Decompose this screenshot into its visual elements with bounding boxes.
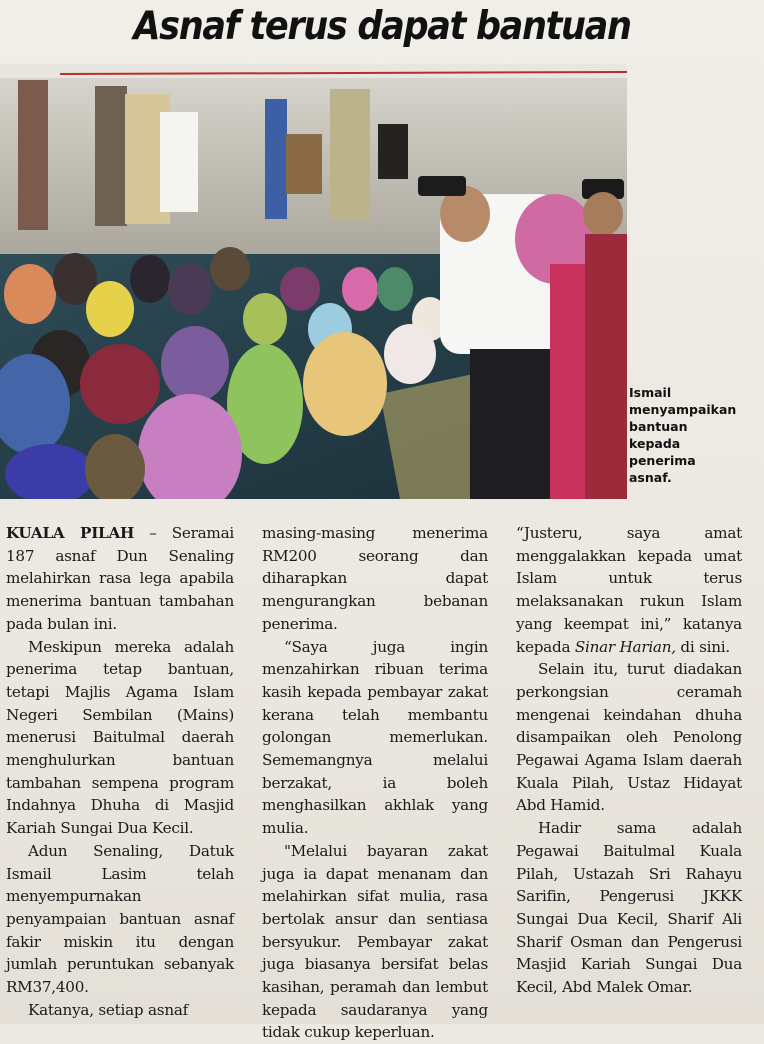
article-photo bbox=[0, 64, 627, 499]
paragraph-text: di sini. bbox=[675, 637, 730, 656]
publication-name: Sinar Harian, bbox=[574, 637, 676, 656]
body-paragraph: Hadir sama adalah Pegawai Baitulmal Kuala Pilah, Ustazah Sri Rahayu Sarifin, Pengerusi JKKK Sungai Dua Kecil, Sharif Ali Sharif Osman dan Pengerusi Masjid Kariah Sungai Dua Kecil, Abd Malek Omar. bbox=[516, 819, 742, 997]
caption-line: kepada bbox=[629, 436, 681, 451]
body-paragraph: Adun Senaling, Datuk Ismail Lasim telah menyempurnakan penyampaian bantuan asnaf fakir miskin itu dengan jumlah peruntukan sebanyak RM37,400. bbox=[6, 841, 234, 997]
body-paragraph: masing-masing menerima RM200 seorang dan diharapkan dapat mengurangkan bebanan penerima. bbox=[262, 524, 488, 633]
caption-line: penerima bbox=[629, 453, 696, 468]
body-paragraph: "Melalui bayaran zakat juga ia dapat menanam dan melahirkan sifat mulia, rasa bertolak ansur dan sentiasa bersyukur. Pembayar zakat juga biasanya bersifat belas kasihan, peramah dan lembut kepada saudaranya yang tidak cukup keperluan. bbox=[262, 841, 488, 1042]
body-paragraph bbox=[516, 522, 742, 658]
paragraph-text: “Justeru, saya amat menggalakkan kepada umat Islam untuk terus melaksanakan rukun Islam yang keempat ini,” katanya kepada bbox=[516, 524, 742, 656]
body-paragraph: Katanya, setiap asnaf bbox=[28, 1000, 189, 1019]
article-headline: Asnaf terus dapat bantuan bbox=[133, 4, 631, 49]
body-paragraph: “Saya juga ingin menzahirkan ribuan terima kasih kepada pembayar zakat kerana telah membantu golongan memerlukan. Sememangnya melalui berzakat, ia boleh menghasilkan akhlak yang mulia. bbox=[262, 637, 488, 838]
article-column-3 bbox=[516, 522, 742, 999]
article-column-1 bbox=[6, 522, 234, 1021]
paragraph-text: – Seramai 187 asnaf Dun Senaling melahirkan rasa lega apabila menerima bantuan tambahan pada bulan ini. bbox=[6, 524, 234, 633]
body-paragraph bbox=[6, 522, 234, 636]
caption-line: menyampaikan bbox=[629, 402, 737, 417]
caption-line: Ismail bbox=[629, 385, 672, 400]
photo-caption bbox=[629, 384, 759, 486]
caption-line: asnaf. bbox=[629, 470, 672, 485]
body-paragraph: Meskipun mereka adalah penerima tetap bantuan, tetapi Majlis Agama Islam Negeri Sembilan (Mains) menerusi Baitulmal daerah menghulurkan bantuan tambahan sempena program Indahnya Dhuha di Masjid Kariah Sungai Dua Kecil. bbox=[6, 637, 234, 838]
dateline: KUALA PILAH bbox=[6, 524, 135, 542]
caption-line: bantuan bbox=[629, 419, 688, 434]
article-column-2 bbox=[262, 522, 488, 1044]
body-paragraph: Selain itu, turut diadakan perkongsian ceramah mengenai keindahan dhuha disampaikan oleh Penolong Pegawai Agama Islam daerah Kuala Pilah, Ustaz Hidayat Abd Hamid. bbox=[516, 660, 742, 815]
